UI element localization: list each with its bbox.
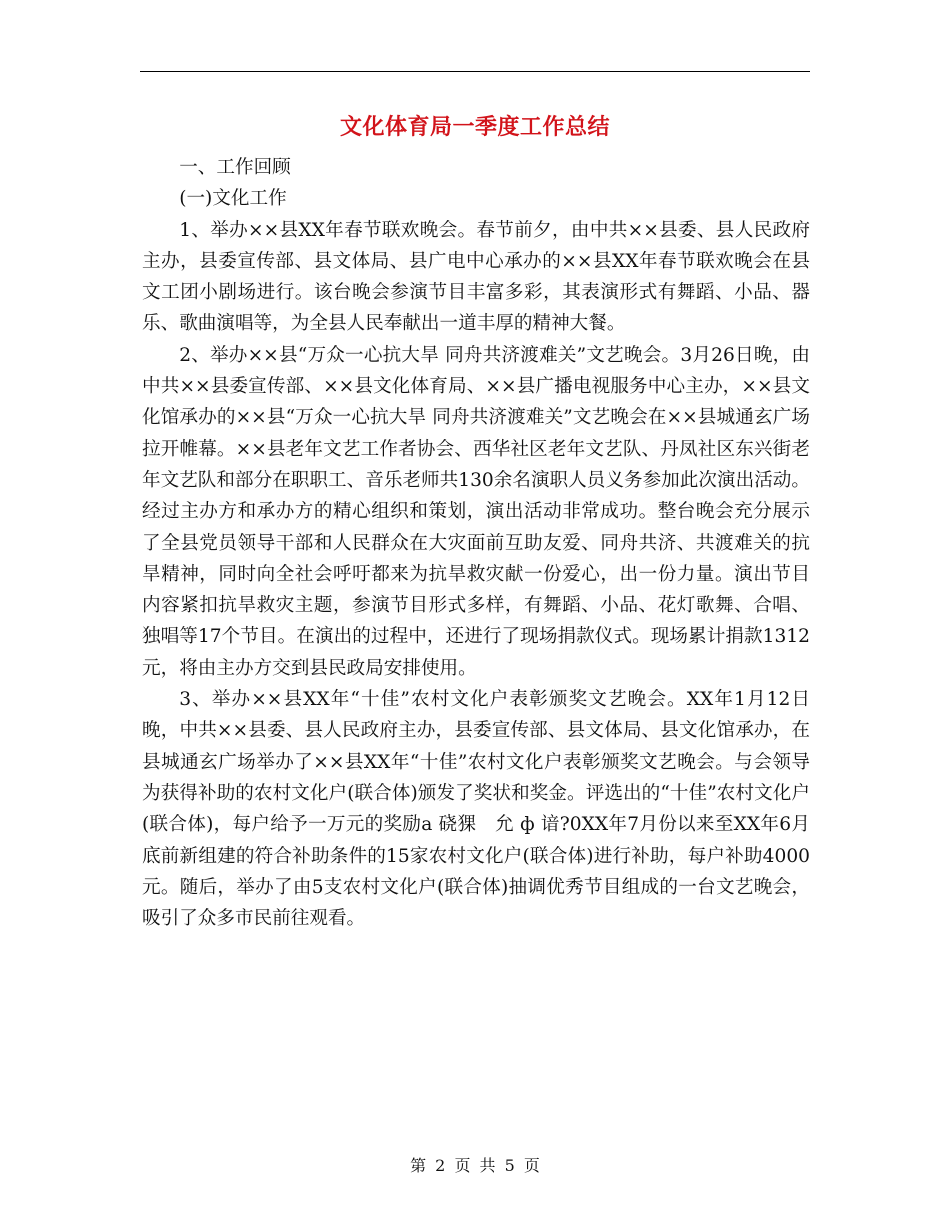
header-rule [140, 71, 810, 72]
section-heading: 一、工作回顾 [179, 157, 291, 178]
document-title: 文化体育局一季度工作总结 [339, 114, 610, 140]
body-paragraph: 2、举办××县“万众一心抗大旱 同舟共济渡难关”文艺晚会。3月26日晚，由中共××县委宣传部、××县文化体育局、××县广播电视服务中心主办，××县文化馆承办的××县“万众一心抗大旱 同舟共济渡难关”文艺晚会在××县城通玄广场拉开帷幕。××县老年文艺工作者协会、西华社区老年文艺队、丹凤社区东兴街老年文艺队和部分在职职工、音乐老师共130余名演职人员义务参加此次演出活动。经过主办方和承办方的精心组织和策划，演出活动非常成功。整台晚会充分展示了全县党员领导干部和人民群众在大灾面前互助友爱、同舟共济、共渡难关的抗旱精神，同时向全社会呼吁都来为抗旱救灾献一份爱心，出一份力量。演出节目内容紧扣抗旱救灾主题，参演节目形式多样，有舞蹈、小品、花灯歌舞、合唱、独唱等17个节目。在演出的过程中，还进行了现场捐款仪式。现场累计捐款1312元，将由主办方交到县民政局安排使用。 [142, 344, 810, 679]
body-paragraph: 1、举办××县XX年春节联欢晚会。春节前夕，由中共××县委、县人民政府主办，县委宣传部、县文体局、县广电中心承办的××县XX年春节联欢晚会在县文工团小剧场进行。该台晚会参演节目丰富多彩，其表演形式有舞蹈、小品、器乐、歌曲演唱等，为全县人民奉献出一道丰厚的精神大餐。 [142, 219, 810, 335]
page-number-footer: 第 2 页 共 5 页 [410, 1156, 540, 1175]
document-body [142, 152, 810, 934]
subsection-heading: (一)文化工作 [179, 188, 287, 210]
body-paragraph: 3、举办××县XX年“十佳”农村文化户表彰颁奖文艺晚会。XX年1月12日晚，中共××县委、县人民政府主办，县委宣传部、县文体局、县文化馆承办，在县城通玄广场举办了××县XX年“十佳”农村文化户表彰颁奖文艺晚会。与会领导为获得补助的农村文化户(联合体)颁发了奖状和奖金。评选出的“十佳”农村文化户(联合体)，每户给予一万元的奖励a 硗猓 允 ф 谙?0XX年7月份以来至XX年6月底前新组建的符合补助条件的15家农村文化户(联合体)进行补助，每户补助4000元。随后，举办了由5支农村文化户(联合体)抽调优秀节目组成的一台文艺晚会，吸引了众多市民前往观看。 [142, 689, 810, 930]
